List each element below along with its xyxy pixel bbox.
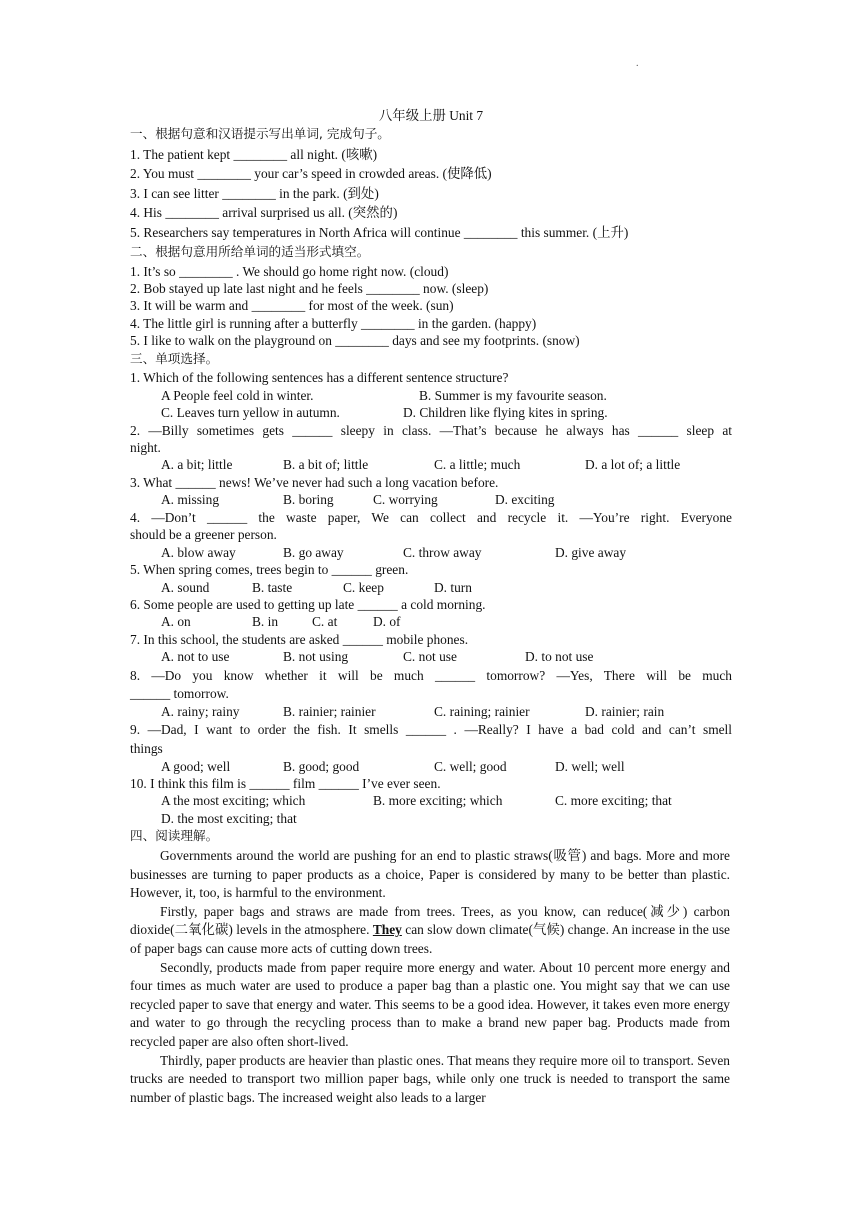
reading-paragraph-1: Governments around the world are pushing for an end to plastic straws(吸管) and bags. More and more businesses are turning to paper products as a choice, Paper is considered by many to be better than plastic. However, it, too, is harmful to the environment. <box>130 848 730 901</box>
q2-option-d: D. a lot of; a little <box>585 457 681 472</box>
q8-option-a: A. rainy; rainy <box>161 704 240 719</box>
q5-stem: 5. When spring comes, trees begin to ______ green. <box>130 562 409 577</box>
q8-stem-line2: ______ tomorrow. <box>130 686 229 701</box>
reading-paragraph-2 <box>130 903 730 959</box>
q6-option-c: C. at <box>312 614 338 629</box>
part2-item-4: 4. The little girl is running after a butterfly ________ in the garden. (happy) <box>130 316 537 331</box>
q10-option-c: C. more exciting; that <box>555 793 672 808</box>
part2-item-3: 3. It will be warm and ________ for most of the week. (sun) <box>130 298 454 313</box>
part1-item-3: 3. I can see litter ________ in the park. (到处) <box>130 186 379 201</box>
q1-option-d: D. Children like flying kites in spring. <box>403 405 608 420</box>
underlined-word-they: They <box>372 922 402 938</box>
q9-option-b: B. good; good <box>283 759 360 774</box>
part2-item-1: 1. It’s so ________ . We should go home right now. (cloud) <box>130 264 449 279</box>
q9-stem-line2: things <box>130 741 163 756</box>
reading-passage <box>130 847 730 1107</box>
q1-option-c: C. Leaves turn yellow in autumn. <box>161 405 340 420</box>
q9-option-c: C. well; good <box>434 759 507 774</box>
q7-option-a: A. not to use <box>161 649 230 664</box>
reading-paragraph-2-part2: can slow down climate(气候) change. An increase in the use of paper bags can cause more acts of cutting down trees. <box>130 922 730 956</box>
q3-option-b: B. boring <box>283 492 334 507</box>
reading-paragraph-4: Thirdly, paper products are heavier than plastic ones. That means they require more oil to transport. Seven trucks are needed to transport two million paper bags, while only one truck is needed to transport the same number of plastic bags. The increased weight also leads to a larger <box>130 1052 730 1105</box>
q1-stem: 1. Which of the following sentences has a different sentence structure? <box>130 370 509 385</box>
section-heading-3: 三、单项选择。 <box>130 351 219 366</box>
q1-option-b: B. Summer is my favourite season. <box>419 388 607 403</box>
q4-option-c: C. throw away <box>403 545 482 560</box>
q9-option-d: D. well; well <box>555 759 625 774</box>
q8-option-c: C. raining; rainier <box>434 704 530 719</box>
part2-item-5: 5. I like to walk on the playground on ________ days and see my footprints. (snow) <box>130 333 580 348</box>
q2-option-c: C. a little; much <box>434 457 521 472</box>
q9-option-a: A good; well <box>161 759 231 774</box>
section-heading-4: 四、阅读理解。 <box>130 828 219 843</box>
q7-option-d: D. to not use <box>525 649 594 664</box>
section-heading-1: 一、根据句意和汉语提示写出单词, 完成句子。 <box>130 126 390 141</box>
q6-option-b: B. in <box>252 614 279 629</box>
part1-item-5: 5. Researchers say temperatures in North Africa will continue ________ this summer. (上升) <box>130 225 629 240</box>
q2-stem-line1: 2. —Billy sometimes gets ______ sleepy in class. —That’s because he always has ______ sleep at <box>130 423 732 438</box>
q4-stem-line1: 4. —Don’t ______ the waste paper, We can collect and recycle it. —You’re right. Everyone <box>130 510 732 525</box>
q10-option-b: B. more exciting; which <box>373 793 503 808</box>
q6-option-d: D. of <box>373 614 401 629</box>
q7-option-b: B. not using <box>283 649 349 664</box>
q3-option-a: A. missing <box>161 492 220 507</box>
q2-stem-line2: night. <box>130 440 161 455</box>
q5-option-d: D. turn <box>434 580 472 595</box>
q5-option-b: B. taste <box>252 580 293 595</box>
q3-stem: 3. What ______ news! We’ve never had such a long vacation before. <box>130 475 499 490</box>
q6-option-a: A. on <box>161 614 191 629</box>
reading-paragraph-3: Secondly, products made from paper require more energy and water. About 10 percent more energy and four times as much water are used to produce a paper bag than a plastic one. You might say that we can use recycled paper to save that energy and water. This seems to be a good idea. However, it takes even more energy and water to go through the recycling process than to make a brand new paper bag. Products made from recycled paper are also often short-lived. <box>130 959 730 1049</box>
part1-item-4: 4. His ________ arrival surprised us all. (突然的) <box>130 205 398 220</box>
q7-stem: 7. In this school, the students are asked ______ mobile phones. <box>130 632 469 647</box>
section-heading-2: 二、根据句意用所给单词的适当形式填空。 <box>130 244 370 259</box>
q10-option-a: A the most exciting; which <box>161 793 306 808</box>
q10-option-d: D. the most exciting; that <box>161 811 297 826</box>
q5-option-c: C. keep <box>343 580 384 595</box>
reading-paragraph-2-part1: Firstly, paper bags and straws are made from trees. Trees, as you know, can reduce(减少) carbon dioxide(二氧化碳) levels in the atmosphere. <box>130 903 730 938</box>
q8-stem-line1: 8. —Do you know whether it will be much ______ tomorrow? —Yes, There will be much <box>130 668 732 683</box>
part2-item-2: 2. Bob stayed up late last night and he feels ________ now. (sleep) <box>130 281 489 296</box>
q7-option-c: C. not use <box>403 649 457 664</box>
page-title: 八年级上册 Unit 7 <box>378 108 484 123</box>
q5-option-a: A. sound <box>161 580 210 595</box>
q1-option-a: A People feel cold in winter. <box>161 388 314 403</box>
q2-option-a: A. a bit; little <box>161 457 233 472</box>
q8-option-b: B. rainier; rainier <box>283 704 376 719</box>
q6-stem: 6. Some people are used to getting up late ______ a cold morning. <box>130 597 486 612</box>
q4-option-a: A. blow away <box>161 545 236 560</box>
header-mark: . <box>636 58 639 69</box>
q8-option-d: D. rainier; rain <box>585 704 665 719</box>
q3-option-c: C. worrying <box>373 492 438 507</box>
q2-option-b: B. a bit of; little <box>283 457 369 472</box>
q4-stem-line2: should be a greener person. <box>130 527 277 542</box>
part1-item-1: 1. The patient kept ________ all night. (咳嗽) <box>130 147 378 162</box>
q4-option-d: D. give away <box>555 545 627 560</box>
part1-item-2: 2. You must ________ your car’s speed in crowded areas. (使降低) <box>130 166 492 181</box>
q9-stem-line1: 9. —Dad, I want to order the fish. It smells ______ . —Really? I have a bad cold and can’t smell <box>130 722 732 737</box>
q3-option-d: D. exciting <box>495 492 555 507</box>
q10-stem: 10. I think this film is ______ film ______ I’ve ever seen. <box>130 776 441 791</box>
q4-option-b: B. go away <box>283 545 344 560</box>
